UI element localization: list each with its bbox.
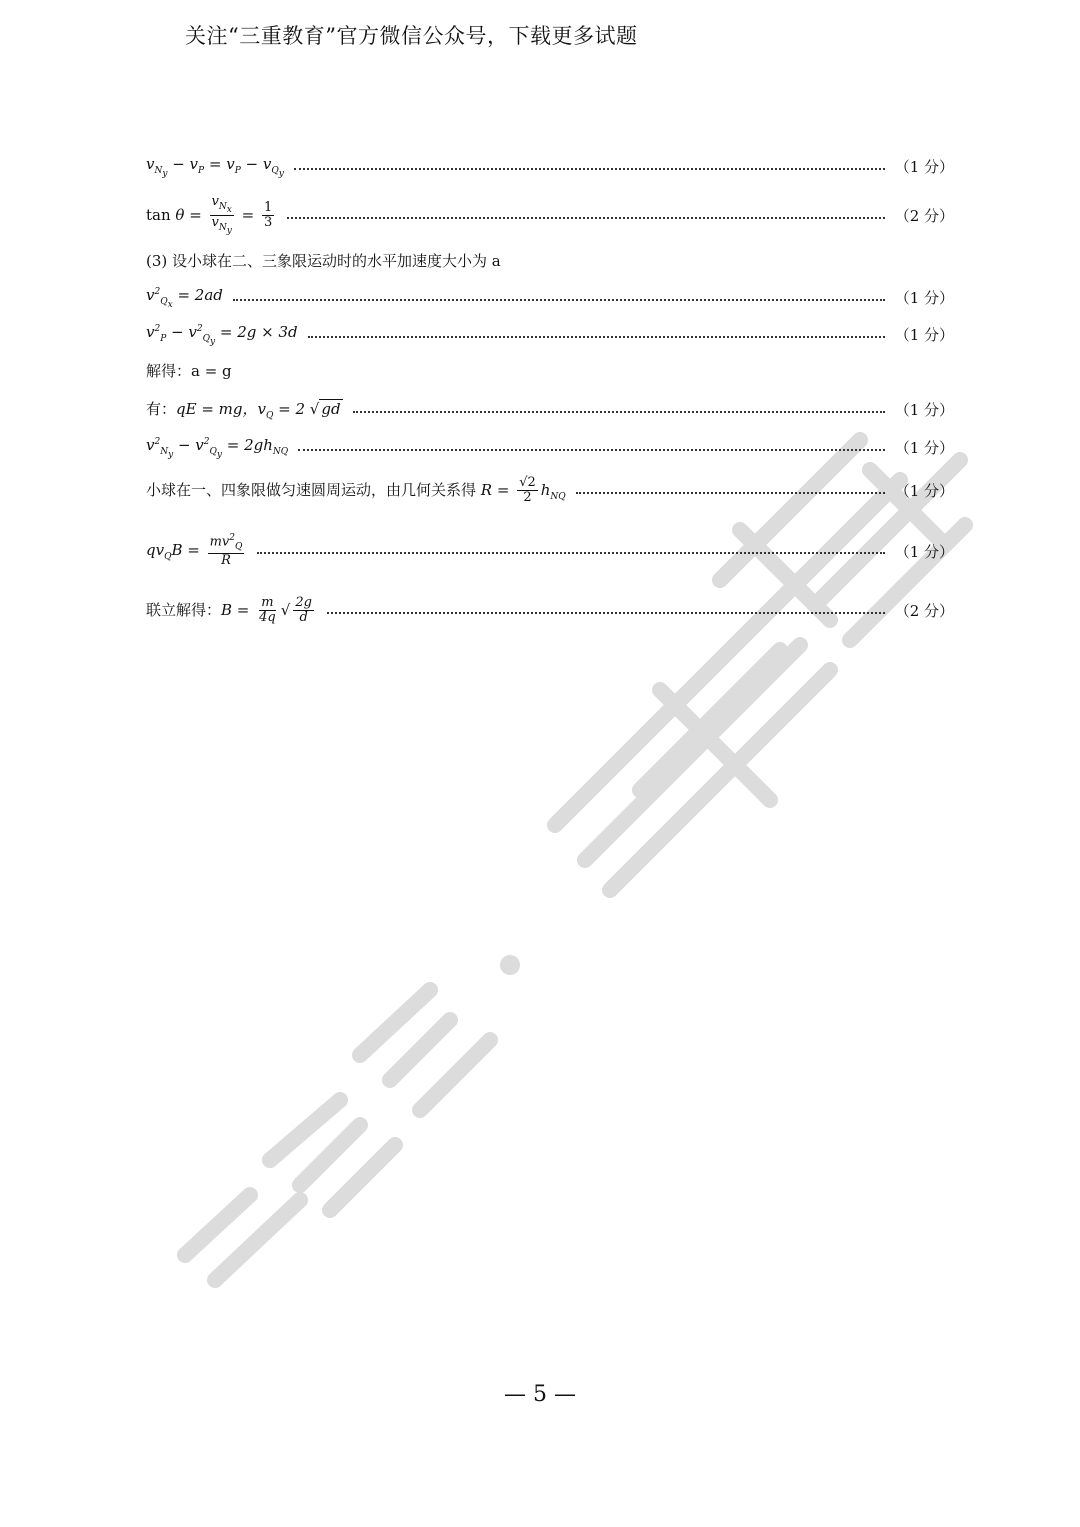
solution-line-5 <box>146 323 954 347</box>
formula: 联立解得：B = $\frac{m}{4q}$ √ $\frac{2g}{d}$ <box>146 595 312 626</box>
score: （1 分） <box>894 542 954 561</box>
formula: $v^2_{Q_x} = 2ad$ <box>146 286 223 310</box>
solution-line-2 <box>146 195 954 237</box>
page-header: 关注“三重教育”官方微信公众号，下载更多试题 <box>185 24 638 48</box>
solution-line-10 <box>146 534 954 568</box>
score: （1 分） <box>894 482 954 501</box>
score: （1 分） <box>894 439 954 458</box>
dot-leader <box>308 336 885 338</box>
solution-line-11 <box>146 596 954 626</box>
dot-leader <box>576 492 885 494</box>
score: （1 分） <box>894 158 954 177</box>
formula: 有：qE = mg，$v_Q = 2$ √ gd <box>146 400 341 421</box>
score: （1 分） <box>894 289 954 308</box>
score: （2 分） <box>894 207 954 226</box>
formula: $v_{N_y} - v_P = v_P - v_{Q_y}$ <box>146 155 284 179</box>
formula: 小球在一、四象限做匀速圆周运动，由几何关系得 R = $\frac{√2}{2}$ $h_{NQ}$ <box>146 475 566 506</box>
score: （1 分） <box>894 326 954 345</box>
dot-leader <box>294 168 885 170</box>
dot-leader <box>327 612 885 614</box>
solution-text-6: 解得：a = g <box>146 362 232 380</box>
solution-line-8 <box>146 436 954 460</box>
dot-leader <box>233 299 885 301</box>
page-number: — 5 — <box>504 1382 576 1407</box>
formula: $v^2_{N_y} - v^2_{Q_y} = 2gh_{NQ}$ <box>146 436 289 460</box>
dot-leader <box>298 449 885 451</box>
formula: $v^2_P - v^2_{Q_y} = 2g \times 3d$ <box>146 323 298 347</box>
score: （1 分） <box>894 401 954 419</box>
solution-line-9 <box>146 476 954 506</box>
solution-line-4 <box>146 286 954 310</box>
solution-line-1 <box>146 155 954 179</box>
formula: tan θ = $\frac{v_{N_x}}{v_{N_y}}$ = $\frac{1}{3}$ <box>146 194 273 236</box>
solution-text-3: (3) 设小球在二、三象限运动时的水平加速度大小为 a <box>146 252 501 270</box>
dot-leader <box>257 552 884 554</box>
dot-leader <box>287 217 884 219</box>
score: （2 分） <box>894 602 954 621</box>
solution-line-7 <box>146 398 954 421</box>
formula: $qv_QB$ = $\frac{mv^2_Q}{R}$ <box>146 533 243 568</box>
dot-leader <box>353 411 885 413</box>
